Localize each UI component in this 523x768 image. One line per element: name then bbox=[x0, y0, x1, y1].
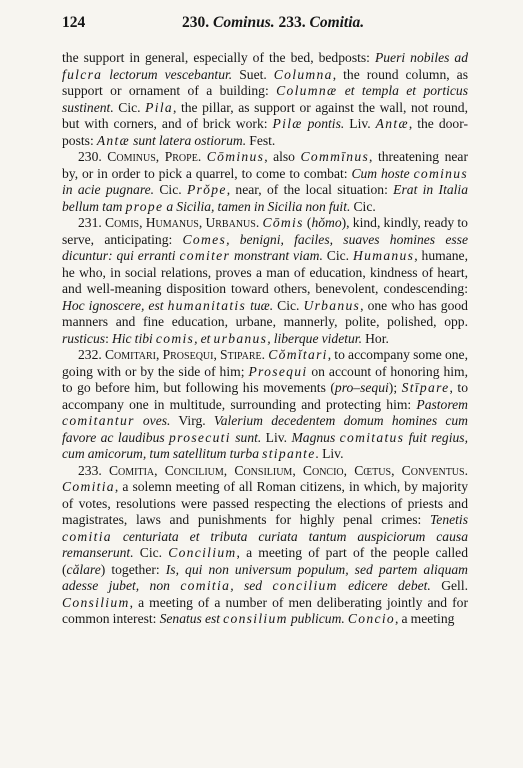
text-run: Cic. bbox=[273, 297, 304, 313]
text-run: fuit regius, cum amicorum, tum satellitum turba bbox=[62, 429, 468, 461]
text-run: ( bbox=[303, 215, 312, 230]
entry-229-continuation bbox=[62, 50, 468, 149]
text-run: centuriata et tributa curiata tantum auspiciorum causa remanserunt. bbox=[62, 528, 468, 560]
text-run: pontis. bbox=[302, 116, 345, 131]
text-run: Cōmis bbox=[262, 215, 304, 230]
text-run: Cŏmĭtari bbox=[268, 347, 328, 362]
text-run: Hor. bbox=[362, 330, 389, 346]
text-run: comitia bbox=[62, 528, 112, 544]
text-run: Urbanus bbox=[303, 297, 361, 313]
text-run: ); bbox=[388, 380, 402, 395]
text-run: sunt. bbox=[230, 429, 262, 445]
text-run: Pueri nobiles ad bbox=[374, 50, 468, 65]
text-run: , near, of the local situation: bbox=[226, 182, 394, 197]
running-header bbox=[62, 14, 468, 38]
text-run: hŏmo bbox=[311, 215, 342, 230]
text-run: , et bbox=[194, 330, 214, 346]
text-run: , a meeting of a number of men deliberating jointly and for common interest: bbox=[62, 594, 468, 626]
text-run: Prosequi bbox=[248, 363, 308, 379]
running-title bbox=[182, 14, 364, 32]
entry-number: 230. bbox=[78, 149, 102, 164]
text-run: Concilium bbox=[168, 545, 237, 560]
text-run: prope bbox=[125, 198, 164, 214]
text-run: Liv. bbox=[319, 446, 344, 461]
entry-number: 233. bbox=[78, 462, 102, 478]
entry-230 bbox=[62, 149, 468, 215]
text-run: Columna bbox=[273, 66, 333, 82]
text-run: , the pillar, as support or against the wall, not round, but with corners, and of brick work: bbox=[62, 99, 468, 131]
text-run: in acie pugnare. bbox=[62, 182, 155, 197]
text-run: Commīnus bbox=[300, 149, 370, 164]
entry-231 bbox=[62, 215, 468, 347]
text-run: ) together: bbox=[100, 561, 166, 577]
text-run: Cic. bbox=[322, 248, 353, 263]
text-run: Hic tibi bbox=[111, 330, 156, 346]
text-run: humanitatis bbox=[167, 297, 247, 313]
entry-headwords: Comitia, Concilium, Consilium, Concio, Cœtus, Conventus. bbox=[108, 462, 468, 478]
entry-233 bbox=[62, 463, 468, 628]
text-run: : bbox=[105, 330, 112, 346]
entry-headwords: Cominus, Prope. bbox=[107, 149, 202, 164]
text-run: , threatening near by, or in order to pick a quarrel, to come to combat: bbox=[62, 149, 468, 181]
text-run: monstrant viam. bbox=[230, 248, 323, 263]
text-run: călare bbox=[66, 561, 101, 577]
page-number: 124 bbox=[62, 14, 86, 31]
text-run: Cum hoste bbox=[351, 165, 414, 181]
text-run: publicum. bbox=[287, 611, 345, 626]
text-run: Senatus est bbox=[159, 611, 224, 626]
text-run: , sed bbox=[230, 578, 273, 593]
text-run: Prŏpe bbox=[186, 182, 227, 197]
text-run: stipante bbox=[262, 446, 316, 461]
text-run: Gell. bbox=[430, 578, 468, 593]
text-run: Liv. bbox=[344, 116, 376, 131]
text-run: pro–sequi bbox=[334, 380, 389, 395]
entry-number: 232. bbox=[78, 347, 102, 362]
text-run: consilium bbox=[223, 611, 288, 626]
text-run: Erat in Italia bellum tam bbox=[62, 182, 468, 214]
text-run: on account of honoring him, to go before him, but following his movements ( bbox=[62, 363, 469, 395]
text-run: Is, qui non universum populum, sed partem aliquam adesse jubet, non bbox=[62, 561, 468, 593]
text-run: , to accompany one in multitude, surrounding and protecting him: bbox=[62, 380, 468, 412]
text-run: ), kind, kindly, ready to serve, anticipating: bbox=[62, 215, 468, 247]
text-run: prosecuti bbox=[169, 429, 231, 445]
text-run: Cic. bbox=[154, 182, 187, 197]
text-run: comitatus bbox=[339, 429, 405, 445]
entry-232 bbox=[62, 347, 468, 463]
entry-number: 231. bbox=[78, 215, 102, 230]
text-run: , a meeting bbox=[395, 611, 455, 626]
text-run: the support in general, especially of the bed, bedposts: bbox=[62, 50, 375, 65]
text-run: , the door-posts: bbox=[62, 116, 468, 148]
text-run: cominus bbox=[413, 165, 468, 181]
text-run: Antæ bbox=[96, 132, 130, 148]
text-run: Magnus bbox=[291, 429, 340, 445]
text-run: , liberque videtur. bbox=[267, 330, 362, 346]
text-run: , also bbox=[264, 149, 301, 164]
text-run: tuæ. bbox=[246, 297, 274, 313]
text-run: sunt latera ostiorum. bbox=[129, 132, 247, 148]
text-run: , one who has good manners and fine education, urbane, mannerly, polite, polished, opp. bbox=[62, 297, 468, 329]
text-run: fulcra bbox=[62, 66, 103, 82]
text-run: oves. bbox=[134, 413, 171, 428]
text-run: Suet. bbox=[232, 66, 274, 82]
text-run: , benigni, faciles, suaves homines esse dicuntur: qui erranti bbox=[62, 231, 468, 263]
text-run: Cominus. bbox=[213, 14, 275, 31]
text-run: a Sicilia, tamen in Sicilia non fuit. bbox=[163, 198, 351, 214]
text-run: Pilæ bbox=[272, 116, 303, 131]
text-run: Consilium bbox=[62, 594, 130, 610]
text-run: lectorum vescebantur. bbox=[102, 66, 233, 82]
text-run: . bbox=[315, 446, 319, 461]
text-run: Concio bbox=[347, 611, 395, 626]
text-run: edicere debet. bbox=[337, 578, 431, 593]
text-run: comis bbox=[155, 330, 195, 346]
entry-headwords: Comis, Humanus, Urbanus. bbox=[105, 215, 260, 230]
text-run: Pila bbox=[145, 99, 173, 115]
text-run: 230. bbox=[182, 14, 210, 31]
text-run: Cic. bbox=[350, 198, 376, 214]
text-run: , a solemn meeting of all Roman citizens, in which, by majority of votes, resolutions were passed respecting the elections of priests and magistrates, laws and punishments for highly penal crimes: bbox=[62, 479, 468, 527]
text-run: et templa et porticus sustinent. bbox=[62, 83, 469, 115]
text-run: Valerium decedentem domum homines cum favore ac laudibus bbox=[62, 413, 468, 445]
text-run: Pastorem bbox=[416, 396, 468, 412]
text-run: Comitia. bbox=[309, 14, 365, 31]
text-run: Liv. bbox=[261, 429, 292, 445]
text-run: Comes bbox=[182, 231, 227, 247]
text-run: rusticus bbox=[62, 330, 106, 346]
text-run: Cōminus bbox=[206, 149, 265, 164]
text-run: Hoc ignoscere, est bbox=[62, 297, 168, 313]
text-run: Cic. bbox=[133, 545, 169, 560]
entry-headwords: Comitari, Prosequi, Stipare. bbox=[104, 347, 266, 362]
text-run: comitia bbox=[180, 578, 231, 593]
text-run: Stīpare bbox=[401, 380, 450, 395]
text-run: Columnæ bbox=[276, 83, 338, 98]
text-run: , humane, he who, in social relations, proves a man of education, kindness of heart, and well-meaning disposition toward others, benevolent, condescending: bbox=[62, 248, 468, 296]
text-run: Comitia bbox=[62, 479, 115, 494]
text-run: Cic. bbox=[113, 99, 146, 115]
text-run: , to accompany some one, going with or by the side of him; bbox=[62, 347, 468, 379]
text-run: comitantur bbox=[62, 413, 135, 428]
text-run: Antæ bbox=[375, 116, 409, 131]
text-run: , a meeting of part of the people called ( bbox=[62, 545, 468, 577]
text-run: Virg. bbox=[170, 413, 214, 428]
text-run: comiter bbox=[179, 248, 231, 263]
text-run: Humanus bbox=[353, 248, 415, 263]
text-run: Tenetis bbox=[429, 512, 468, 527]
text-column bbox=[62, 50, 468, 628]
text-run: 233. bbox=[278, 14, 306, 31]
text-run: urbanus bbox=[213, 330, 268, 346]
text-run: concilium bbox=[272, 578, 338, 593]
text-run: , the round column, as support or ornament of a building: bbox=[62, 66, 469, 98]
text-run: Fest. bbox=[246, 132, 276, 148]
